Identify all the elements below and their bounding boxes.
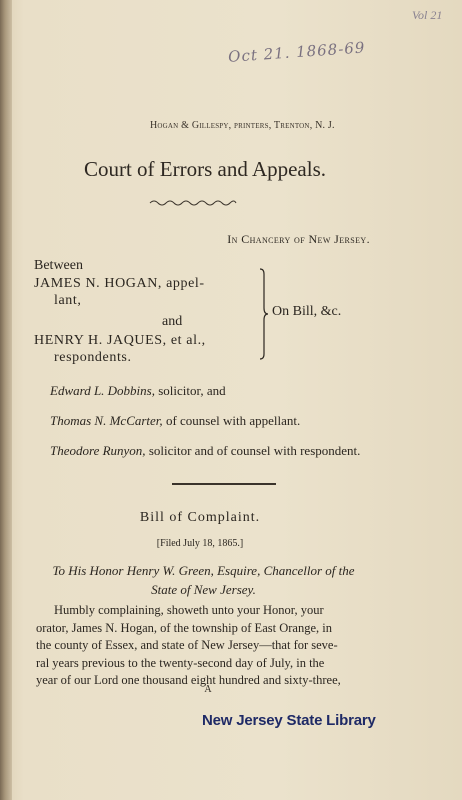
bracket-icon [258, 268, 270, 360]
filed-date: [Filed July 18, 1865.] [156, 538, 244, 549]
section-divider [172, 483, 276, 485]
ornament-divider-icon [148, 198, 238, 208]
corner-annotation: Vol 21 [412, 8, 443, 22]
body-line: Humbly complaining, showeth unto your Honor, your [54, 603, 324, 617]
body-line: year of our Lord one thousand eight hundred and sixty-three, [36, 673, 341, 687]
address-block [36, 561, 371, 599]
body-line: ral years previous to the twenty-second day of July, in the [36, 655, 325, 670]
body-line: the county of Essex, and state of New Jersey—that for seve- [36, 638, 338, 652]
address-line: To His Honor Henry W. Green, Esquire, Chancellor of the [52, 563, 355, 578]
signature-mark: A [204, 684, 212, 695]
solicitor-name: Thomas N. McCarter, [50, 413, 163, 428]
solicitor-role: solicitor, and [158, 383, 226, 398]
solicitor-name: Theodore Runyon, [50, 443, 146, 458]
solicitor-name: Edward L. Dobbins, [50, 383, 155, 398]
solicitor-role: solicitor and of counsel with respondent. [148, 443, 361, 458]
party-appellant-role: lant, [54, 293, 82, 308]
party-respondent-role: respondents. [54, 350, 132, 365]
bill-heading: Bill of Complaint. [139, 510, 261, 525]
printer-line: Hogan & Gillespy, printers, Trenton, N. J. [150, 120, 335, 131]
library-stamp: New Jersey State Library [202, 712, 376, 729]
party-respondent: HENRY H. JAQUES, et al., [34, 333, 206, 348]
handwritten-annotation: Oct 21. 1868-69 [227, 38, 366, 66]
caption-and: and [162, 314, 183, 329]
party-appellant: JAMES N. HOGAN, appel- [34, 276, 205, 291]
page-title: Court of Errors and Appeals. [83, 157, 327, 181]
solicitor-line [50, 413, 300, 429]
address-line: State of New Jersey. [151, 582, 256, 597]
caption-on-bill: On Bill, &c. [272, 304, 342, 319]
caption-between: Between [34, 258, 83, 273]
book-spine-edge [0, 0, 12, 800]
body-paragraph [36, 602, 371, 690]
court-heading: In Chancery of New Jersey. [227, 232, 370, 246]
body-line: orator, James N. Hogan, of the township of East Orange, in [36, 620, 332, 635]
solicitor-line [50, 383, 226, 399]
solicitor-line [50, 443, 360, 459]
solicitor-role: of counsel with appellant. [165, 413, 301, 428]
